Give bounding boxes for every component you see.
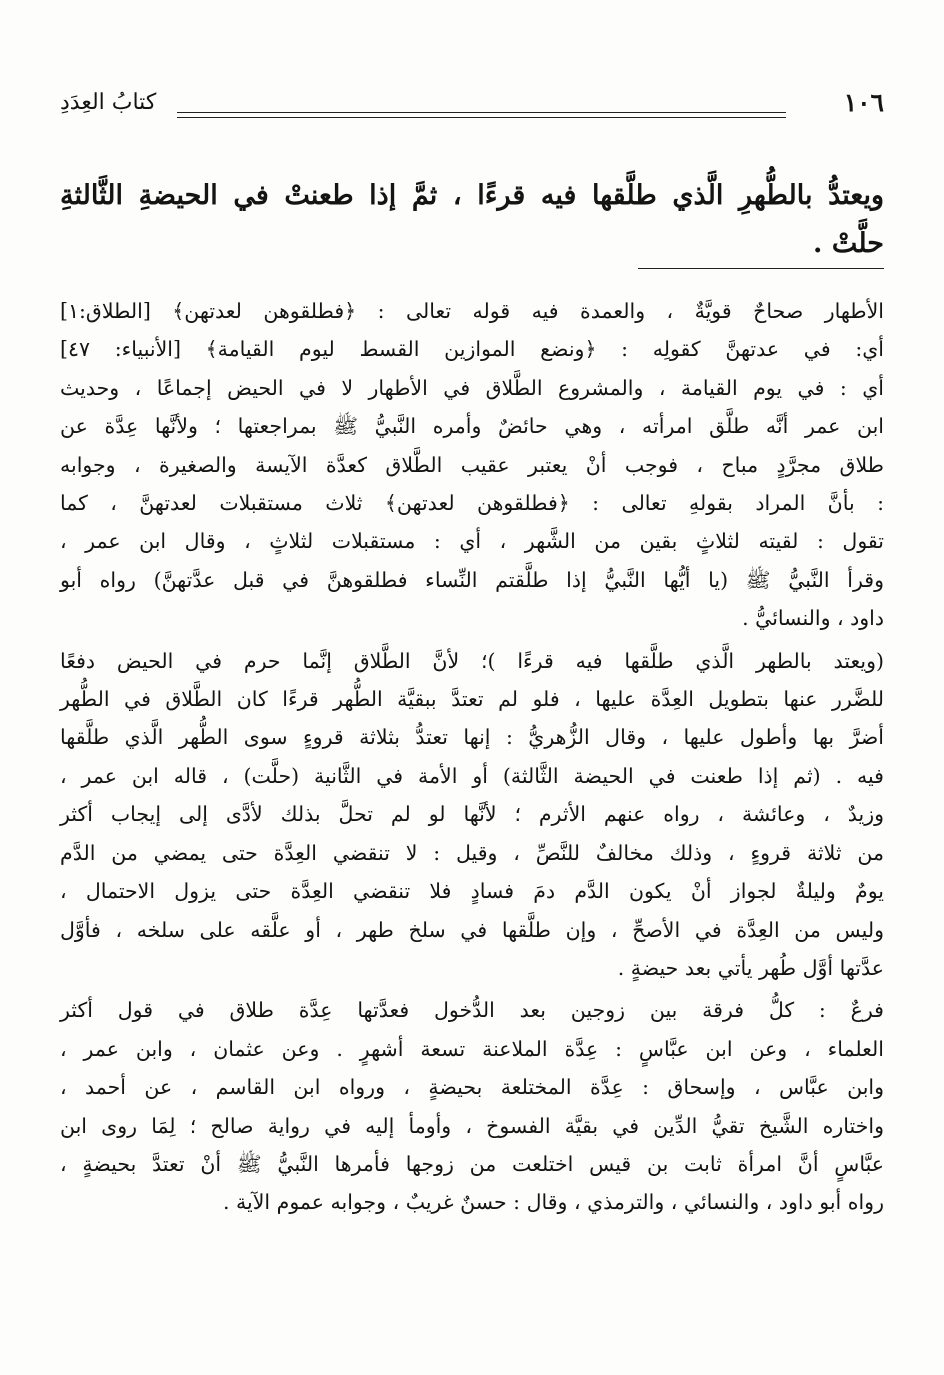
page-number: ١٠٦ bbox=[843, 88, 884, 117]
text-line: العلماء ، وعن ابن عبَّاسٍ : عِدَّة الملاعنة تسعة أشهرٍ . وعن عثمان ، وابن عمر ، bbox=[60, 1036, 884, 1061]
commentary-paragraph bbox=[60, 292, 884, 638]
separator-rule bbox=[638, 268, 884, 269]
commentary-text bbox=[60, 292, 884, 1222]
commentary-paragraph bbox=[60, 991, 884, 1221]
text-line: : بأنَّ المراد بقولهِ تعالى : ﴿فطلقوهن لعدتهن﴾ ثلاث مستقبلات لعدتهنَّ ، كما bbox=[60, 491, 884, 516]
text-line: فيه . (ثم إذا طعنت في الحيضة الثَّالثة) أو الأمة في الثَّانية (حلَّت) ، قاله ابن عمر ، bbox=[60, 763, 884, 788]
text-line: وزيدٌ ، وعائشة ، رواه عنهم الأثرم ؛ لأنَّها لو لم تحلَّ بذلك لأدَّى إلى إيجاب أكثر bbox=[60, 802, 884, 827]
text-line: الأطهار صحاحٌ قويَّةٌ ، والعمدة فيه قوله تعالى : ﴿فطلقوهن لعدتهن﴾ [الطلاق:١] bbox=[60, 299, 884, 323]
text-line: أضرَّ بها وأطول عليها ، وقال الزُّهريُّ : إنها تعتدُّ بثلاثة قروءٍ سوى الطُّهر الَّذي طلَّقها bbox=[60, 725, 884, 750]
text-line: أي : في يوم القيامة ، والمشروع الطَّلاق في الأطهار لا في الحيض إجماعًا ، وحديث bbox=[60, 375, 884, 400]
text-line: وليس من العِدَّة في الأصحِّ ، وإن طلَّقها في سلخ طهر ، أو علَّقه على سلخه ، فأوَّل bbox=[60, 917, 884, 942]
text-line: واختاره الشَّيخ تقيُّ الدِّين في بقيَّة الفسوخ ، وأومأ إليه في رواية صالح ؛ لِمَا روى ابن bbox=[60, 1113, 884, 1138]
text-line: يومٌ وليلةٌ لجواز أنْ يكون الدَّم دمَ فسادٍ فلا تنقضي العِدَّة حتى يزول الاحتمال ، bbox=[60, 879, 884, 904]
text-line: عبَّاسٍ أنَّ امرأة ثابت بن قيس اختلعت من زوجها فأمرها النَّبيُّ ﷺ أنْ تعتدَّ بحيضةٍ ، bbox=[60, 1151, 884, 1176]
text-line: عدَّتها أوَّل طُهر يأتي بعد حيضةٍ . bbox=[617, 955, 884, 980]
text-line: ابن عمر أنَّه طلَّق امرأته ، وهي حائضٌ وأمره النَّبيُّ ﷺ بمراجعتها ؛ ولأنَّها عِدَّة عن bbox=[60, 414, 884, 439]
header-rule bbox=[177, 112, 786, 118]
text-line: تقول : لقيته لثلاثٍ بقين من الشَّهر ، أي : مستقبلات لثلاثٍ ، وقال ابن عمر ، bbox=[60, 529, 884, 554]
matn-line: حلَّتْ . bbox=[813, 228, 884, 259]
text-line: رواه أبو داود ، والنسائي ، والترمذي ، وقال : حسنٌ غريبٌ ، وجوابه عموم الآية . bbox=[223, 1190, 884, 1215]
matn-line: ويعتدُّ بالطُّهرِ الَّذي طلَّقها فيه قرءًا ، ثمَّ إذا طعنتْ في الحيضةِ الثَّالثةِ bbox=[60, 180, 884, 211]
matn-text bbox=[60, 172, 884, 268]
text-line: داود ، والنسائيُّ . bbox=[742, 606, 884, 631]
text-line: للضَّرر عنها بتطويل العِدَّة عليها ، فلو لم تعتدَّ ببقيَّة الطُّهر قرءًا كان الطَّلاق في الطُّهر bbox=[60, 687, 884, 712]
text-line: وابن عبَّاس ، وإسحاق : عِدَّة المختلعة بحيضةٍ ، ورواه ابن القاسم ، عن أحمد ، bbox=[60, 1075, 884, 1100]
text-line: فرعٌ : كلُّ فرقة بين زوجين بعد الدُّخول فعدَّتها عِدَّة طلاق في قول أكثر bbox=[60, 998, 884, 1023]
book-title: كتابُ العِدَدِ bbox=[60, 90, 157, 115]
text-line: طلاق مجرَّدٍ مباح ، فوجب أنْ يعتبر عقيب الطَّلاق كعدَّة الآيسة والصغيرة ، وجوابه bbox=[60, 452, 884, 477]
commentary-paragraph bbox=[60, 642, 884, 988]
text-line: (ويعتد بالطهر الَّذي طلَّقها فيه قرءًا )؛ لأنَّ الطَّلاق إنَّما حرم في الحيض دفعًا bbox=[60, 648, 884, 673]
text-line: أي: في عدتهنَّ كقولِه : ﴿ونضع الموازين القسط ليوم القيامة﴾ [الأنبياء: ٤٧] bbox=[60, 337, 884, 362]
text-line: من ثلاثة قروءٍ ، وذلك مخالفٌ للنَّصِّ ، وقيل : لا تنقضي العِدَّة حتى يمضي من الدَّم bbox=[60, 840, 884, 865]
text-line: وقرأ النَّبيُّ ﷺ (يا أيُّها النَّبيُّ إذا طلَّقتم النِّساء فطلقوهنَّ في قبل عدَّتهنَّ) رواه أبو bbox=[60, 567, 884, 592]
